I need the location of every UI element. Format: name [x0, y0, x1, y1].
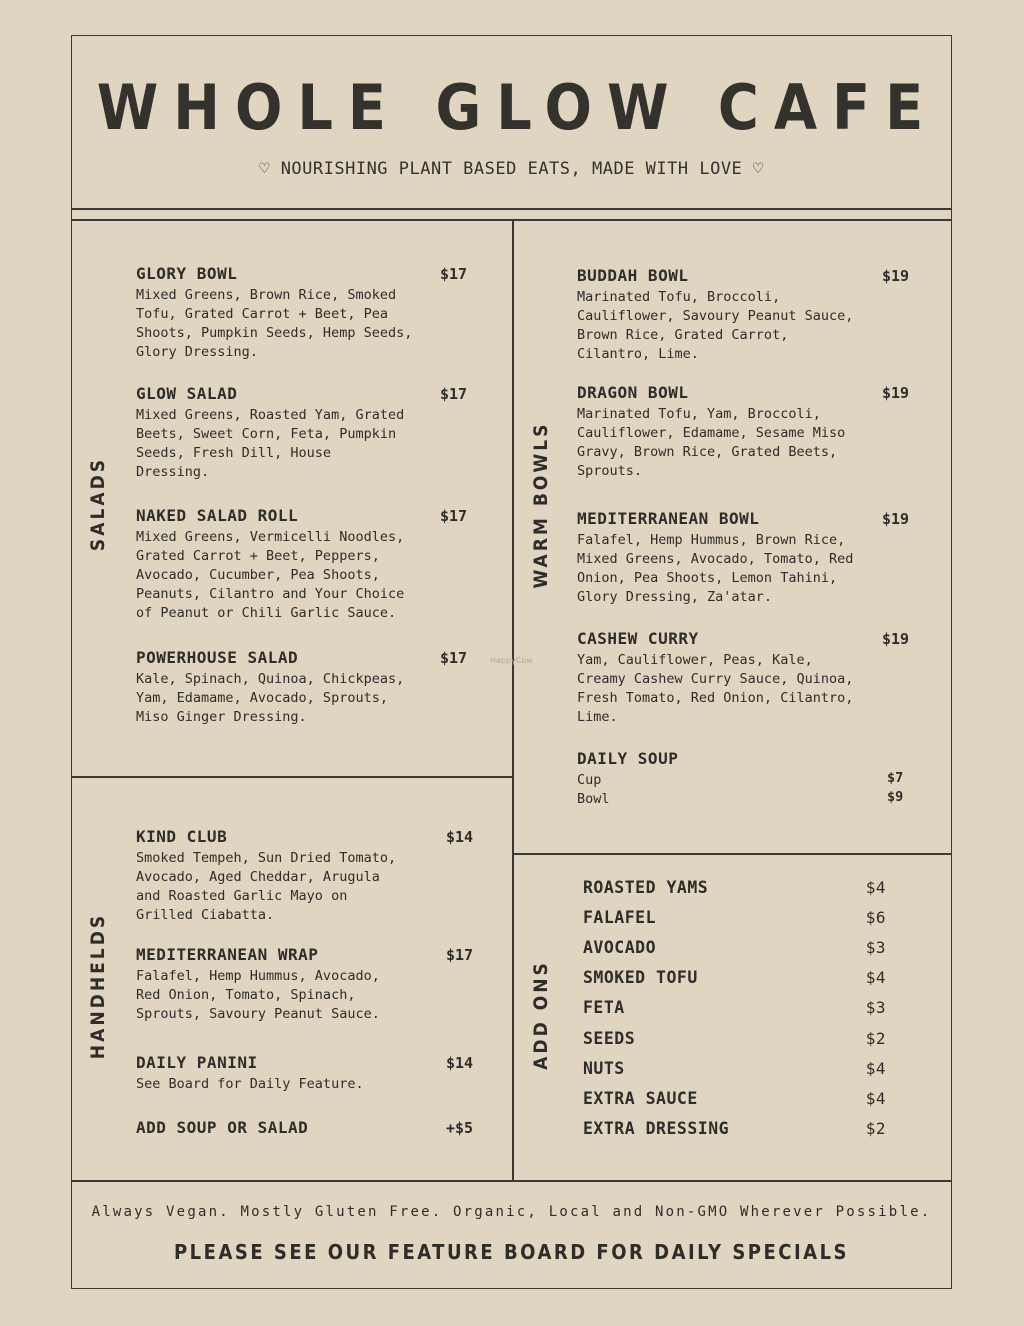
- item-price: $17: [440, 265, 468, 283]
- item-name: POWERHOUSE SALAD: [136, 648, 299, 667]
- item-price: $19: [882, 510, 910, 528]
- addon-name: EXTRA SAUCE: [583, 1089, 698, 1108]
- happycow-watermark: HappyCow: [490, 656, 533, 665]
- soup-bowl-price: $9: [887, 789, 904, 805]
- section-label-warm-bowls: WARM BOWLS: [530, 421, 552, 589]
- menu-item-naked-salad-roll: [136, 506, 476, 623]
- footer-note: Always Vegan. Mostly Gluten Free. Organic, Local and Non-GMO Wherever Possible.: [91, 1204, 932, 1220]
- menu-item-buddah-bowl: [577, 266, 917, 364]
- menu-item-daily-soup: [577, 749, 917, 809]
- menu-item-mediterranean-wrap: [136, 945, 481, 1024]
- menu-item-kind-club: [136, 827, 481, 925]
- item-name: KIND CLUB: [136, 827, 228, 846]
- item-price: $14: [446, 1054, 474, 1072]
- addon-smoked-tofu: [583, 967, 886, 989]
- soup-bowl-row: [577, 790, 917, 809]
- addon-name: AVOCADO: [583, 938, 657, 957]
- menu-item-daily-panini: [136, 1053, 481, 1094]
- item-name: DAILY SOUP: [577, 749, 679, 768]
- menu-item-add-soup-or-salad: [136, 1118, 481, 1138]
- item-description: Falafel, Hemp Hummus, Brown Rice, Mixed Greens, Avocado, Tomato, Red Onion, Pea Shoots, Lemon Tahini, Glory Dressing, Za'atar.: [577, 532, 854, 605]
- addon-name: FETA: [583, 998, 625, 1017]
- item-name: BUDDAH BOWL: [577, 266, 689, 285]
- menu-item-mediterranean-bowl: [577, 509, 917, 607]
- item-description: Marinated Tofu, Yam, Broccoli, Cauliflower, Edamame, Sesame Miso Gravy, Brown Rice, Grated Beets, Sprouts.: [577, 406, 846, 479]
- item-price: $19: [882, 630, 910, 648]
- item-description: Mixed Greens, Brown Rice, Smoked Tofu, Grated Carrot + Beet, Pea Shoots, Pumpkin Seeds, Hemp Seeds, Glory Dressing.: [136, 287, 413, 360]
- menu-item-dragon-bowl: [577, 383, 917, 481]
- addon-feta: [583, 997, 886, 1019]
- addon-price: $4: [865, 1089, 886, 1108]
- item-price: $17: [440, 649, 468, 667]
- addon-name: SMOKED TOFU: [583, 968, 698, 987]
- salads-handhelds-divider: [71, 776, 513, 778]
- item-price: $14: [446, 828, 474, 846]
- item-price: $19: [882, 384, 910, 402]
- menu-item-glory-bowl: [136, 264, 476, 362]
- item-description: Mixed Greens, Roasted Yam, Grated Beets, Sweet Corn, Feta, Pumpkin Seeds, Fresh Dill, House Dressing.: [136, 407, 405, 480]
- addon-roasted-yams: [583, 877, 886, 899]
- addon-avocado: [583, 937, 886, 959]
- section-label-handhelds: HANDHELDS: [87, 912, 109, 1060]
- item-description: See Board for Daily Feature.: [136, 1076, 364, 1092]
- addon-extra-dressing: [583, 1118, 886, 1140]
- item-description: Falafel, Hemp Hummus, Avocado, Red Onion, Tomato, Spinach, Sprouts, Savoury Peanut Sauce.: [136, 968, 380, 1022]
- addon-price: $4: [865, 968, 886, 987]
- section-label-salads: SALADS: [87, 456, 109, 552]
- item-price: $17: [440, 385, 468, 403]
- column-divider: [512, 219, 514, 1181]
- addon-price: $2: [865, 1029, 886, 1048]
- section-label-add-ons: ADD ONS: [530, 960, 552, 1070]
- item-price: $17: [440, 507, 468, 525]
- menu-item-glow-salad: [136, 384, 476, 482]
- addon-name: ROASTED YAMS: [583, 878, 709, 897]
- addon-name: EXTRA DRESSING: [583, 1119, 730, 1138]
- cafe-title: WHOLE GLOW CAFE: [96, 71, 939, 144]
- item-description: Marinated Tofu, Broccoli, Cauliflower, Savoury Peanut Sauce, Brown Rice, Grated Carrot, Cilantro, Lime.: [577, 289, 854, 362]
- cafe-tagline: ♡ NOURISHING PLANT BASED EATS, MADE WITH LOVE ♡: [259, 159, 764, 179]
- addon-name: NUTS: [583, 1059, 625, 1078]
- menu-item-powerhouse-salad: [136, 648, 476, 727]
- addon-price: $4: [865, 1059, 886, 1078]
- item-name: MEDITERRANEAN WRAP: [136, 945, 319, 964]
- item-description: Mixed Greens, Vermicelli Noodles, Grated Carrot + Beet, Peppers, Avocado, Cucumber, Pea Shoots, Peanuts, Cilantro and Your Choice of Peanut or Chili Garlic Sauce.: [136, 529, 405, 621]
- addon-seeds: [583, 1028, 886, 1050]
- item-name: GLOW SALAD: [136, 384, 238, 403]
- header-divider-top: [71, 208, 952, 210]
- item-price: $17: [446, 946, 474, 964]
- addon-nuts: [583, 1058, 886, 1080]
- item-name: CASHEW CURRY: [577, 629, 699, 648]
- item-name: GLORY BOWL: [136, 264, 238, 283]
- footer-specials: PLEASE SEE OUR FEATURE BOARD FOR DAILY SPECIALS: [174, 1240, 849, 1264]
- soup-bowl-label: Bowl: [577, 791, 610, 807]
- addon-extra-sauce: [583, 1088, 886, 1110]
- item-price: +$5: [446, 1119, 474, 1137]
- item-name: MEDITERRANEAN BOWL: [577, 509, 760, 528]
- item-name: DRAGON BOWL: [577, 383, 689, 402]
- addon-price: $3: [865, 938, 886, 957]
- item-name: NAKED SALAD ROLL: [136, 506, 299, 525]
- item-description: Kale, Spinach, Quinoa, Chickpeas, Yam, Edamame, Avocado, Sprouts, Miso Ginger Dressing.: [136, 671, 405, 725]
- bowls-addons-divider: [512, 853, 952, 855]
- footer-divider: [71, 1180, 952, 1182]
- item-name: ADD SOUP OR SALAD: [136, 1118, 309, 1137]
- soup-cup-row: [577, 771, 917, 790]
- addon-price: $2: [865, 1119, 886, 1138]
- addon-name: SEEDS: [583, 1029, 636, 1048]
- addon-price: $6: [865, 908, 886, 927]
- item-description: Yam, Cauliflower, Peas, Kale, Creamy Cashew Curry Sauce, Quinoa, Fresh Tomato, Red Onion, Cilantro, Lime.: [577, 652, 854, 725]
- addon-name: FALAFEL: [583, 908, 657, 927]
- item-name: DAILY PANINI: [136, 1053, 258, 1072]
- addon-falafel: [583, 907, 886, 929]
- addon-price: $4: [865, 878, 886, 897]
- addon-price: $3: [865, 998, 886, 1017]
- soup-cup-price: $7: [887, 770, 904, 786]
- item-price: $19: [882, 267, 910, 285]
- item-description: Smoked Tempeh, Sun Dried Tomato, Avocado, Aged Cheddar, Arugula and Roasted Garlic Mayo on Grilled Ciabatta.: [136, 850, 397, 923]
- soup-cup-label: Cup: [577, 772, 602, 788]
- menu-item-cashew-curry: [577, 629, 917, 727]
